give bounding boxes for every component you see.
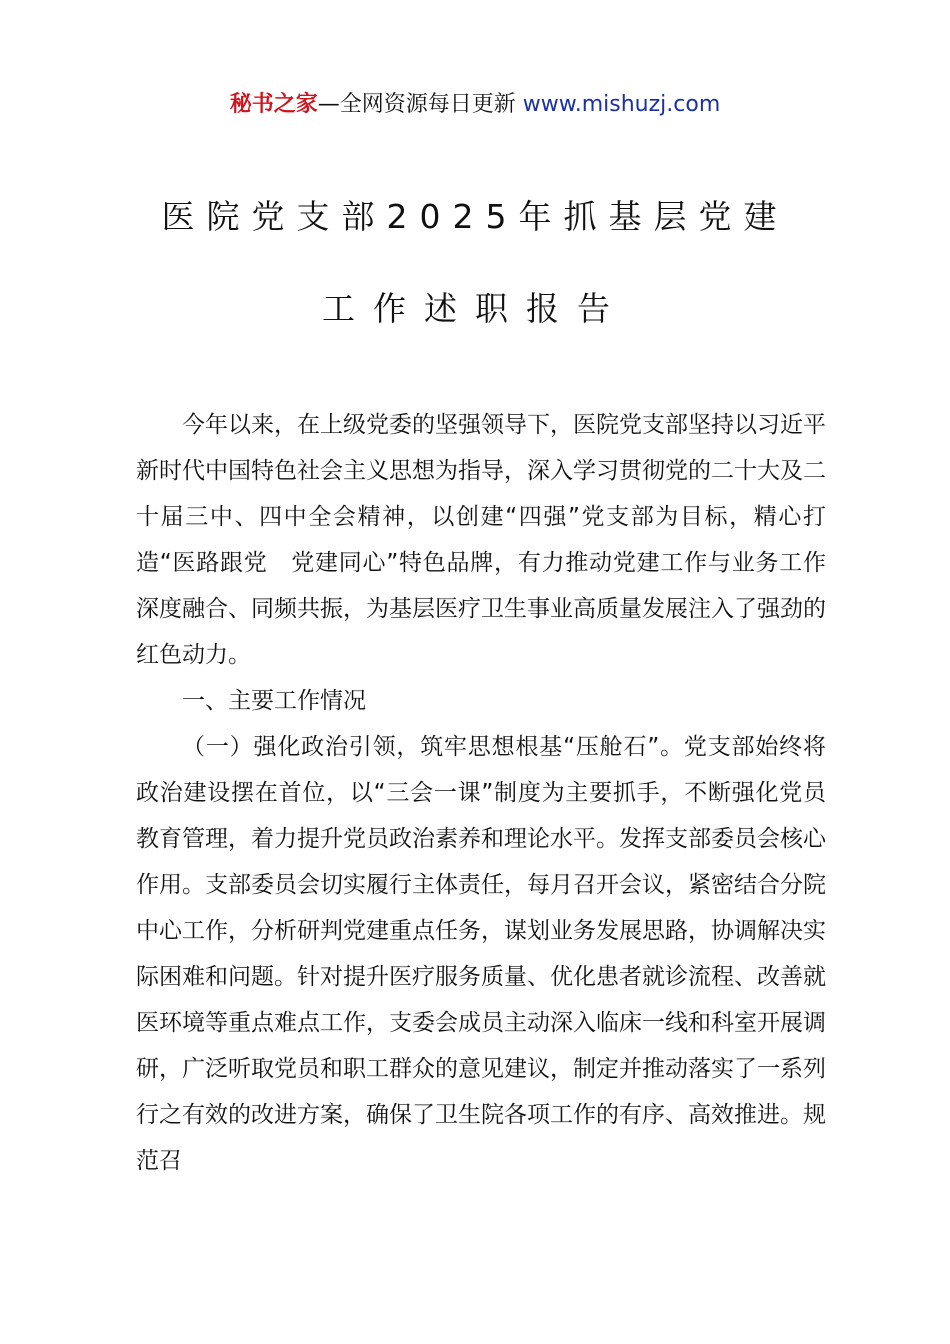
site-url-link[interactable]: www.mishuzj.com	[522, 92, 721, 117]
section-1-paragraph-1: （一）强化政治引领，筑牢思想根基“压舱石”。党支部始终将政治建设摆在首位，以“三会一课”制度为主要抓手，不断强化党员教育管理，着力提升党员政治素养和理论水平。发挥支部委员会核心作用。支部委员会切实履行主体责任，每月召开会议，紧密结合分院中心工作，分析研判党建重点任务，谋划业务发展思路，协调解决实际困难和问题。针对提升医疗服务质量、优化患者就诊流程、改善就医环境等重点难点工作，支委会成员主动深入临床一线和科室开展调研，广泛听取党员和职工群众的意见建议，制定并推动落实了一系列行之有效的改进方案，确保了卫生院各项工作的有序、高效推进。规范召	[136, 734, 826, 1174]
document-body	[136, 402, 826, 1184]
header-tagline: —全网资源每日更新	[317, 92, 516, 117]
section-heading-1: 一、主要工作情况	[182, 688, 366, 714]
document-title-line-1: 医院党支部2025年抓基层党建	[161, 197, 789, 236]
brand-name: 秘书之家	[229, 92, 318, 117]
intro-paragraph: 今年以来，在上级党委的坚强领导下，医院党支部坚持以习近平新时代中国特色社会主义思想为指导，深入学习贯彻党的二十大及二十届三中、四中全会精神，以创建“四强”党支部为目标，精心打造“医路跟党 党建同心”特色品牌，有力推动党建工作与业务工作深度融合、同频共振，为基层医疗卫生事业高质量发展注入了强劲的红色动力。	[136, 412, 826, 668]
document-title-line-2: 工作述职报告	[322, 289, 628, 328]
site-header	[0, 88, 950, 122]
